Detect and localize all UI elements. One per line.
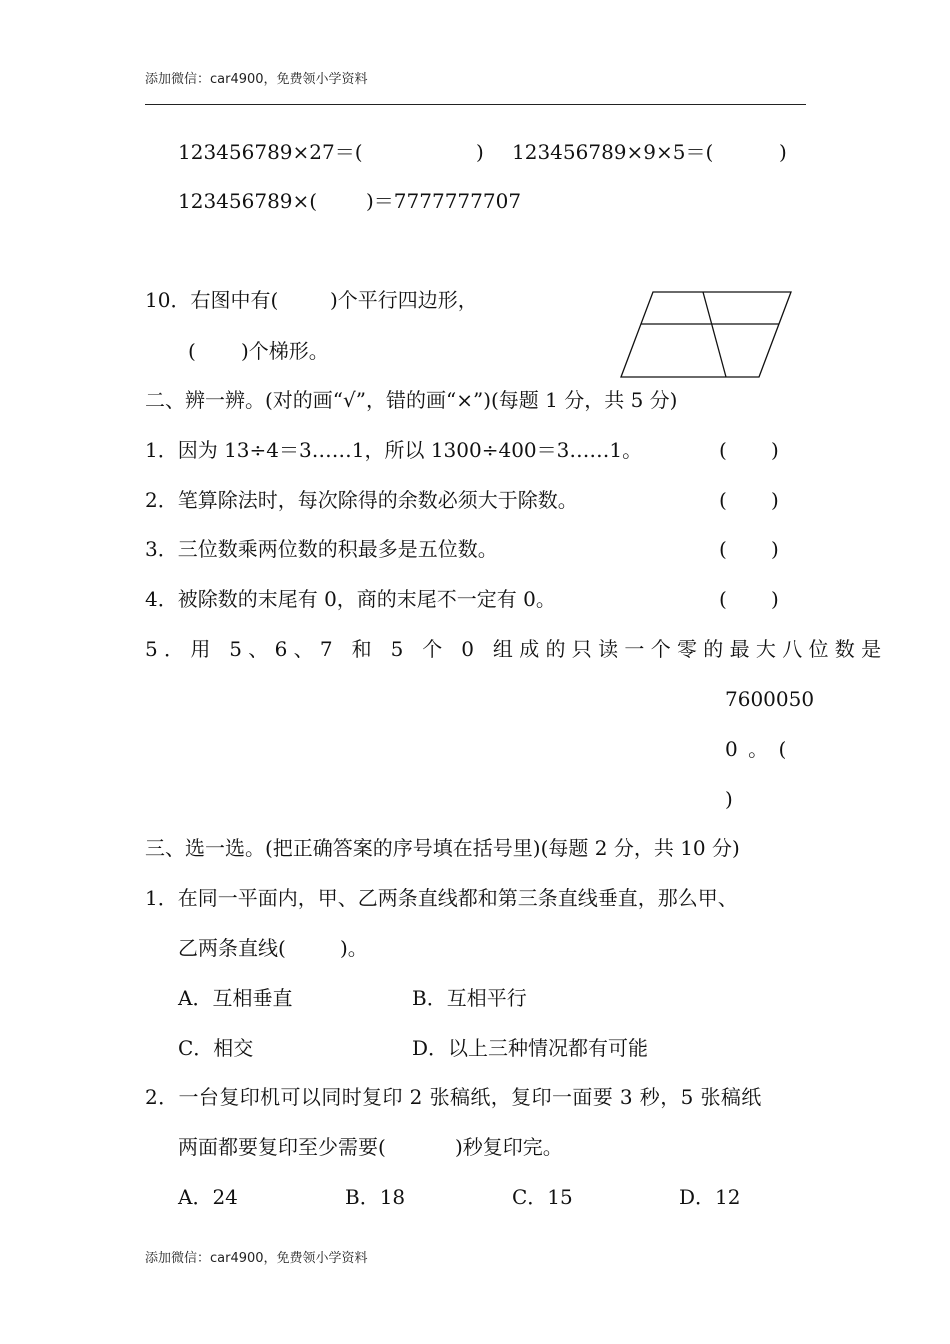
header-rule (145, 104, 806, 105)
q9-expr-1: 123456789×27＝( (178, 140, 363, 164)
s2-item-4-paren-close[interactable]: ) (771, 587, 779, 611)
s2-item-5-line1: 5．用 5、6、7 和 5 个 0 组成的只读一个零的最大八位数是 (145, 637, 888, 661)
s3-q1-option-a[interactable]: A．互相垂直 (178, 986, 293, 1010)
s3-q2-option-b[interactable]: B．18 (345, 1185, 406, 1209)
q10-text-b: )个平行四边形， (330, 288, 478, 312)
s3-q1-line1: 1．在同一平面内，甲、乙两条直线都和第三条直线垂直，那么甲、 (145, 886, 738, 910)
q9-answer-2-close[interactable]: ) (779, 140, 787, 164)
s3-q1-option-b[interactable]: B．互相平行 (412, 986, 527, 1010)
section3-title: 三、选一选。(把正确答案的序号填在括号里)(每题 2 分，共 10 分) (145, 836, 740, 860)
s2-item-4-paren-open[interactable]: ( (719, 587, 727, 611)
s2-item-3-paren-open[interactable]: ( (719, 537, 727, 561)
q9-expr-3-result: )＝7777777707 (366, 189, 522, 213)
s3-q2-option-a[interactable]: A．24 (178, 1185, 238, 1209)
parallelogram-figure (615, 288, 797, 382)
s2-item-2-paren-open[interactable]: ( (719, 488, 727, 512)
s3-q2-option-d[interactable]: D．12 (679, 1185, 741, 1209)
s3-q2-option-c[interactable]: C．15 (512, 1185, 573, 1209)
s3-q1-line2: 乙两条直线( (178, 936, 286, 960)
s3-q2-line2-end: )秒复印完。 (455, 1135, 563, 1159)
s3-q2-line1: 2．一台复印机可以同时复印 2 张稿纸，复印一面要 3 秒，5 张稿纸 (145, 1085, 762, 1109)
s2-item-1-paren-close[interactable]: ) (771, 438, 779, 462)
page-footer: 添加微信：car4900，免费领小学资料 (145, 1251, 368, 1266)
s2-item-5-line4[interactable]: ) (725, 787, 733, 811)
s3-q2-line2: 两面都要复印至少需要( (178, 1135, 386, 1159)
s2-item-3: 3．三位数乘两位数的积最多是五位数。 (145, 537, 498, 561)
q10-text-c: ( (188, 339, 196, 363)
section2-title: 二、辨一辨。(对的画“√”，错的画“×”)(每题 1 分，共 5 分) (145, 388, 678, 412)
q10-text-a: 10．右图中有( (145, 288, 279, 312)
page-header: 添加微信：car4900，免费领小学资料 (145, 72, 368, 87)
s3-q1-option-c[interactable]: C．相交 (178, 1036, 254, 1060)
figure-slanted-line (703, 292, 726, 377)
s2-item-5-line2: 7600050 (725, 687, 815, 711)
s2-item-3-paren-close[interactable]: ) (771, 537, 779, 561)
s3-q1-line2-end: )。 (340, 936, 368, 960)
s2-item-2: 2．笔算除法时，每次除得的余数必须大于除数。 (145, 488, 578, 512)
s3-q1-option-d[interactable]: D．以上三种情况都有可能 (412, 1036, 649, 1060)
q9-expr-2: 123456789×9×5＝( (512, 140, 714, 164)
q9-expr-3: 123456789×( (178, 189, 318, 213)
s2-item-5-line3[interactable]: 0 。 ( (725, 737, 789, 761)
q10-text-d: )个梯形。 (241, 339, 329, 363)
q9-answer-1-close[interactable]: ) (476, 140, 484, 164)
s2-item-2-paren-close[interactable]: ) (771, 488, 779, 512)
s2-item-1: 1．因为 13÷4＝3……1，所以 1300÷400＝3……1。 (145, 438, 643, 462)
s2-item-4: 4．被除数的末尾有 0，商的末尾不一定有 0。 (145, 587, 556, 611)
s2-item-1-paren-open[interactable]: ( (719, 438, 727, 462)
